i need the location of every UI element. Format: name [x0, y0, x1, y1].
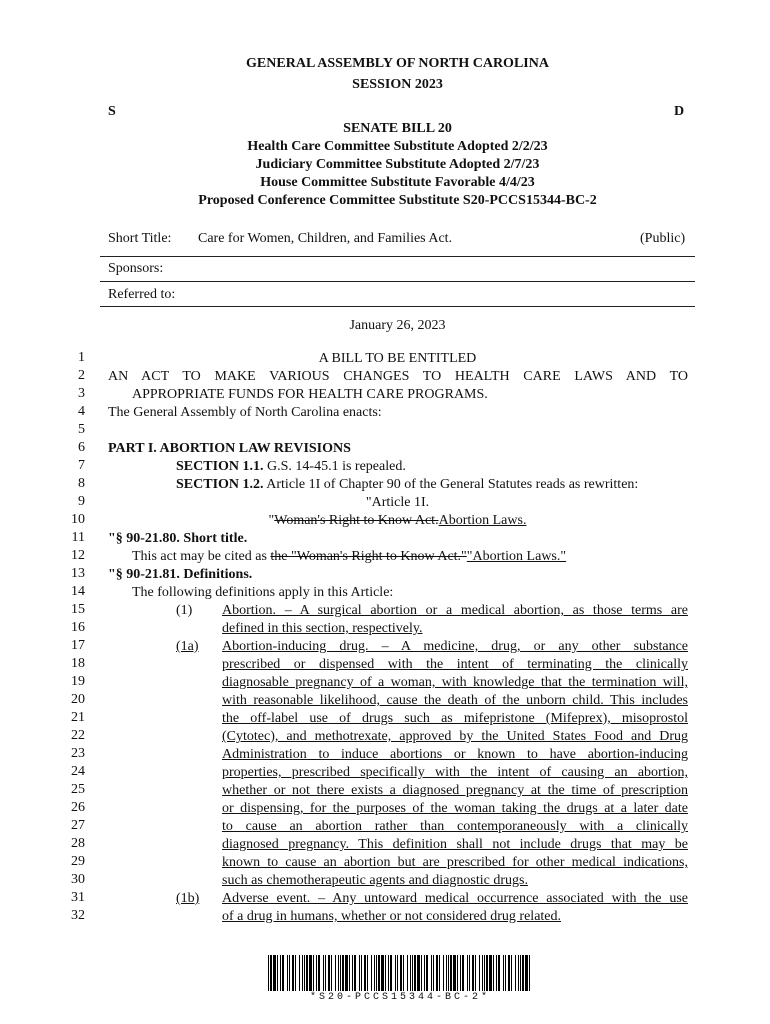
body-text: This act may be cited as: [132, 549, 271, 564]
referred-label: Referred to:: [108, 287, 176, 302]
line-number: 19: [71, 674, 85, 689]
history-line-3: House Committee Substitute Favorable 4/4/23: [260, 175, 535, 190]
definition-line: whether or not there exists a diagnosed pregnancy at the time of prescription: [222, 783, 688, 798]
definition-line: prescribed or dispensed with the intent of terminating the clinically: [222, 657, 688, 672]
article-number: "Article 1I.: [365, 495, 430, 510]
act-title-line: AN ACT TO MAKE VARIOUS CHANGES TO HEALTH CARE LAWS AND TO: [108, 369, 688, 384]
statute-heading: "§ 90-21.81. Definitions.: [108, 567, 253, 582]
barcode-text: *S20-PCCS15344-BC-2*: [309, 992, 491, 1003]
definition-line: or dispensing, for the purposes of the woman taking the drugs at a later date: [222, 801, 688, 816]
line-number: 25: [71, 782, 85, 797]
section-1-1: [176, 458, 406, 476]
enacting-clause: The General Assembly of North Carolina enacts:: [108, 405, 382, 420]
line-number: 26: [71, 800, 85, 815]
article-title: [100, 512, 695, 530]
definition-line: Adverse event. – Any untoward medical occurrence associated with the use: [222, 891, 688, 906]
line-number: 8: [78, 476, 85, 491]
public-tag: (Public): [640, 231, 686, 246]
definition-line: properties, prescribed specifically with the intent of causing an abortion,: [222, 765, 688, 780]
bill-entitled: A BILL TO BE ENTITLED: [318, 351, 477, 366]
struck-text: the "Woman's Right to Know Act.": [270, 549, 467, 564]
line-number: 30: [71, 872, 85, 887]
line-number: 29: [71, 854, 85, 869]
definition-number: (1b): [176, 891, 200, 906]
definition-line: Abortion-inducing drug. – A medicine, drug, or any other substance: [222, 639, 688, 654]
line-number: 3: [78, 386, 85, 401]
struck-text: Woman's Right to Know Act.: [274, 513, 439, 528]
left-code: S: [108, 104, 116, 119]
line-number: 5: [78, 422, 85, 437]
line-number: 13: [71, 566, 85, 581]
definition-line: diagnosable pregnancy of a woman, with knowledge that the termination will,: [222, 675, 688, 690]
line-number: 15: [71, 602, 85, 617]
history-line-2: Judiciary Committee Substitute Adopted 2/7/23: [255, 157, 540, 172]
line-number: 4: [78, 404, 85, 419]
assembly-title: GENERAL ASSEMBLY OF NORTH CAROLINA: [246, 56, 549, 71]
line-number: 11: [71, 530, 85, 545]
section-1-2: [176, 476, 638, 494]
divider-rule: [100, 306, 695, 307]
line-number: 1: [78, 350, 85, 365]
line-number: 22: [71, 728, 85, 743]
act-title-line: APPROPRIATE FUNDS FOR HEALTH CARE PROGRAMS.: [132, 387, 488, 402]
line-number: 20: [71, 692, 85, 707]
inserted-text: Abortion Laws.: [438, 513, 527, 528]
definition-number: (1a): [176, 639, 199, 654]
bill-title: SENATE BILL 20: [343, 121, 452, 136]
line-number: 32: [71, 908, 85, 923]
definition-line: Abortion. – A surgical abortion or a medical abortion, as those terms are: [222, 603, 688, 618]
line-number: 24: [71, 764, 85, 779]
sponsors-label: Sponsors:: [108, 261, 164, 276]
section-number: SECTION 1.2.: [176, 477, 264, 492]
part-heading: PART I. ABORTION LAW REVISIONS: [108, 441, 351, 456]
divider-rule: [100, 256, 695, 257]
section-text: Article 1I of Chapter 90 of the General Statutes reads as rewritten:: [266, 477, 639, 492]
divider-rule: [100, 281, 695, 282]
right-code: D: [674, 104, 685, 119]
line-number: 28: [71, 836, 85, 851]
line-number: 27: [71, 818, 85, 833]
history-line-4: Proposed Conference Committee Substitute S20-PCCS15344-BC-2: [198, 193, 597, 208]
short-title-label: Short Title:: [108, 231, 172, 246]
line-number: 10: [71, 512, 85, 527]
line-number: 14: [71, 584, 85, 599]
barcode-image: [268, 955, 530, 991]
quote-mark: ": [268, 513, 275, 528]
short-title-text: [132, 548, 566, 566]
bill-date: January 26, 2023: [349, 318, 446, 333]
definition-line: Administration to induce abortions or known to have abortion-inducing: [222, 747, 688, 762]
line-number: 6: [78, 440, 85, 455]
section-text: G.S. 14-45.1 is repealed.: [267, 459, 406, 474]
line-number: 7: [78, 458, 85, 473]
line-number: 21: [71, 710, 85, 725]
definitions-intro: The following definitions apply in this Article:: [132, 585, 394, 600]
definition-line: known to cause an abortion but are prescribed for other medical indications,: [222, 855, 688, 870]
definition-line: of a drug in humans, whether or not considered drug related.: [222, 909, 562, 924]
line-number: 23: [71, 746, 85, 761]
line-number: 12: [71, 548, 85, 563]
session-title: SESSION 2023: [352, 77, 443, 92]
section-number: SECTION 1.1.: [176, 459, 264, 474]
history-line-1: Health Care Committee Substitute Adopted 2/2/23: [247, 139, 548, 154]
line-number: 9: [78, 494, 85, 509]
definition-number: (1): [176, 603, 193, 618]
line-number: 31: [71, 890, 85, 905]
line-number: 18: [71, 656, 85, 671]
definition-line: defined in this section, respectively.: [222, 621, 423, 636]
line-number: 17: [71, 638, 85, 653]
short-title-value: Care for Women, Children, and Families Act.: [198, 231, 453, 246]
definition-line: the off-label use of drugs such as mifepristone (Mifeprex), misoprostol: [222, 711, 688, 726]
definition-line: such as chemotherapeutic agents and diagnostic drugs.: [222, 873, 528, 888]
definition-line: to cause an abortion rather than contemporaneously with a clinically: [222, 819, 688, 834]
definition-line: with reasonable likelihood, cause the death of the unborn child. This includes: [222, 693, 688, 708]
definition-line: diagnosed pregnancy. This definition shall not include drugs that may be: [222, 837, 688, 852]
statute-heading: "§ 90-21.80. Short title.: [108, 531, 248, 546]
line-number: 16: [71, 620, 85, 635]
line-number: 2: [78, 368, 85, 383]
inserted-text: "Abortion Laws.": [466, 549, 567, 564]
definition-line: (Cytotec), and methotrexate, approved by the United States Food and Drug: [222, 729, 688, 744]
